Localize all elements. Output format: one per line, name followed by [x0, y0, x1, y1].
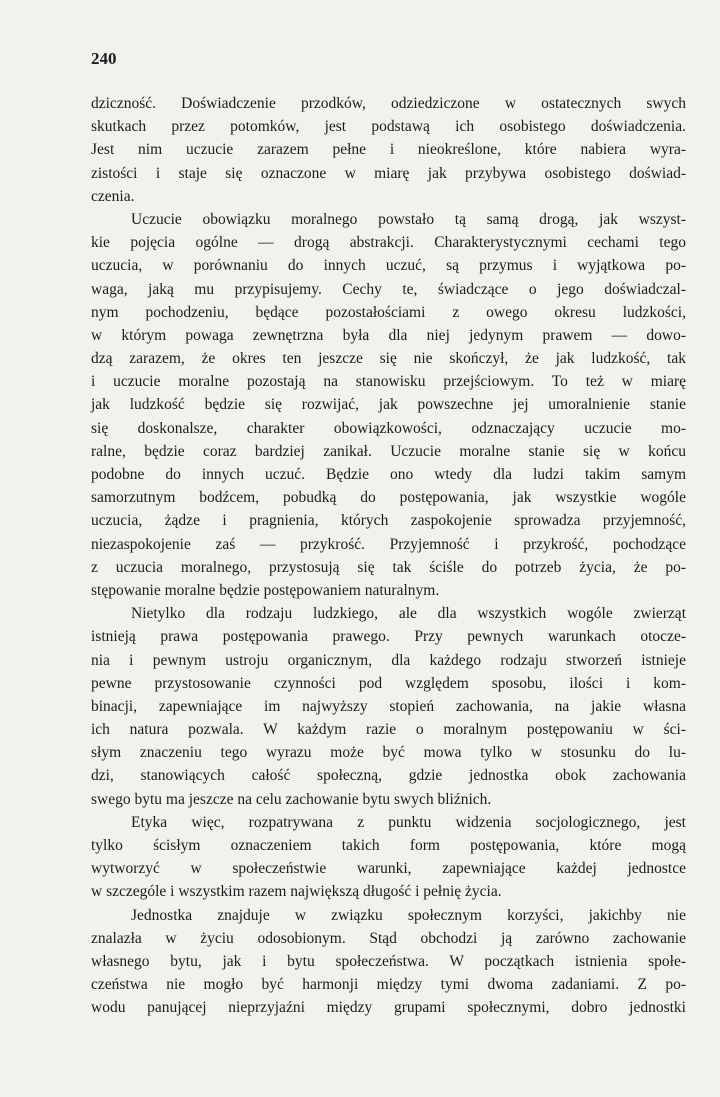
- text-line: wytworzyć w społeczeństwie warunki, zapewniające każdej jednostce: [91, 860, 686, 878]
- text-line: i uczucie moralne pozostają na stanowisku przejściowym. To też w miarę: [91, 373, 686, 391]
- text-line: ralne, będzie coraz bardziej zanikał. Uczucie moralne stanie się w końcu: [91, 442, 686, 460]
- text-line: się doskonalsze, charakter obowiązkowości, odznaczający uczucie mo-: [91, 419, 686, 437]
- text-line: własnego bytu, jak i bytu społeczeństwa. W początkach istnienia społe-: [91, 952, 686, 970]
- text-line: Etyka więc, rozpatrywana z punktu widzenia socjologicznego, jest: [131, 813, 686, 831]
- text-line: ich natura pozwala. W każdym razie o moralnym postępowaniu w ści-: [91, 721, 686, 739]
- text-line: skutkach przez potomków, jest podstawą ich osobistego doświadczenia.: [91, 118, 686, 136]
- text-line: dziczność. Doświadczenie przodków, odziedziczone w ostatecznych swych: [91, 95, 686, 112]
- text-line: jak ludzkość będzie się rozwijać, jak powszechne jej umoralnienie stanie: [91, 396, 686, 414]
- text-line: Uczucie obowiązku moralnego powstało tą samą drogą, jak wszyst-: [131, 210, 686, 228]
- text-line: dzą zarazem, że okres ten jeszcze się nie skończył, że jak ludzkość, tak: [91, 350, 686, 368]
- text-line: czeństwa nie mogło być harmonji między tymi dwoma zadaniami. Z po-: [91, 976, 686, 994]
- text-line: Jednostka znajduje w związku społecznym korzyści, jakichby nie: [131, 906, 686, 924]
- text-line: istnieją prawa postępowania prawego. Przy pewnych warunkach otocze-: [91, 628, 686, 646]
- text-line: Nietylko dla rodzaju ludzkiego, ale dla wszystkich wogóle zwierząt: [131, 605, 686, 623]
- text-line: w którym powaga zewnętrzna była dla niej jedynym prawem — dowo-: [91, 326, 686, 344]
- text-line: pewne przystosowanie czynności pod względem sposobu, ilości i kom-: [91, 674, 686, 692]
- text-line: Jest nim uczucie zarazem pełne i nieokreślone, które nabiera wyra-: [91, 141, 686, 159]
- text-line: podobne do innych uczuć. Będzie ono wtedy dla ludzi takim samym: [91, 466, 686, 483]
- text-line: dzi, stanowiących całość społeczną, gdzie jednostka obok zachowania: [91, 767, 686, 785]
- text-line: z uczucia moralnego, przystosują się tak ściśle do potrzeb życia, że po-: [91, 558, 686, 576]
- text-line: w szczególe i wszystkim razem największą długość i pełnię życia.: [91, 883, 502, 901]
- text-line: czenia.: [91, 187, 135, 205]
- body-text: [91, 92, 686, 1020]
- text-line: tylko ścisłym oznaczeniem takich form postępowania, które mogą: [91, 837, 686, 854]
- page-number: 240: [91, 49, 117, 68]
- text-line: zistości i staje się oznaczone w miarę jak przybywa osobistego doświad-: [91, 164, 686, 182]
- text-line: samorzutnym bodźcem, pobudką do postępowania, jak wszystkie wogóle: [91, 489, 686, 507]
- text-line: znalazła w życiu odosobionym. Stąd obchodzi ją zarówno zachowanie: [91, 929, 686, 947]
- text-line: kie pojęcia ogólne — drogą abstrakcji. Charakterystycznymi cechami tego: [91, 234, 686, 252]
- text-line: stępowanie moralne będzie postępowaniem naturalnym.: [91, 581, 440, 599]
- text-line: uczucia, żądze i pragnienia, których zaspokojenie sprowadza przyjemność,: [91, 512, 686, 530]
- text-line: nia i pewnym ustroju organicznym, dla każdego rodzaju stworzeń istnieje: [91, 651, 686, 669]
- text-line: niezaspokojenie zaś — przykrość. Przyjemność i przykrość, pochodzące: [91, 535, 686, 553]
- text-line: waga, jaką mu przypisujemy. Cechy te, świadczące o jego doświadczal-: [91, 280, 686, 298]
- text-line: nym pochodzeniu, będące pozostałościami z owego okresu ludzkości,: [91, 303, 686, 321]
- text-line: wodu panującej nieprzyjaźni między grupami społecznymi, dobro jednostki: [91, 999, 686, 1017]
- text-line: binacji, zapewniające im najwyższy stopień zachowania, na jakie własna: [91, 697, 686, 715]
- text-line: słym znaczeniu tego wyrazu może być mowa tylko w stosunku do lu-: [91, 744, 686, 762]
- text-line: uczucia, w porównaniu do innych uczuć, są przymus i wyjątkowa po-: [91, 257, 686, 275]
- text-line: swego bytu ma jeszcze na celu zachowanie bytu swych bliźnich.: [91, 790, 492, 808]
